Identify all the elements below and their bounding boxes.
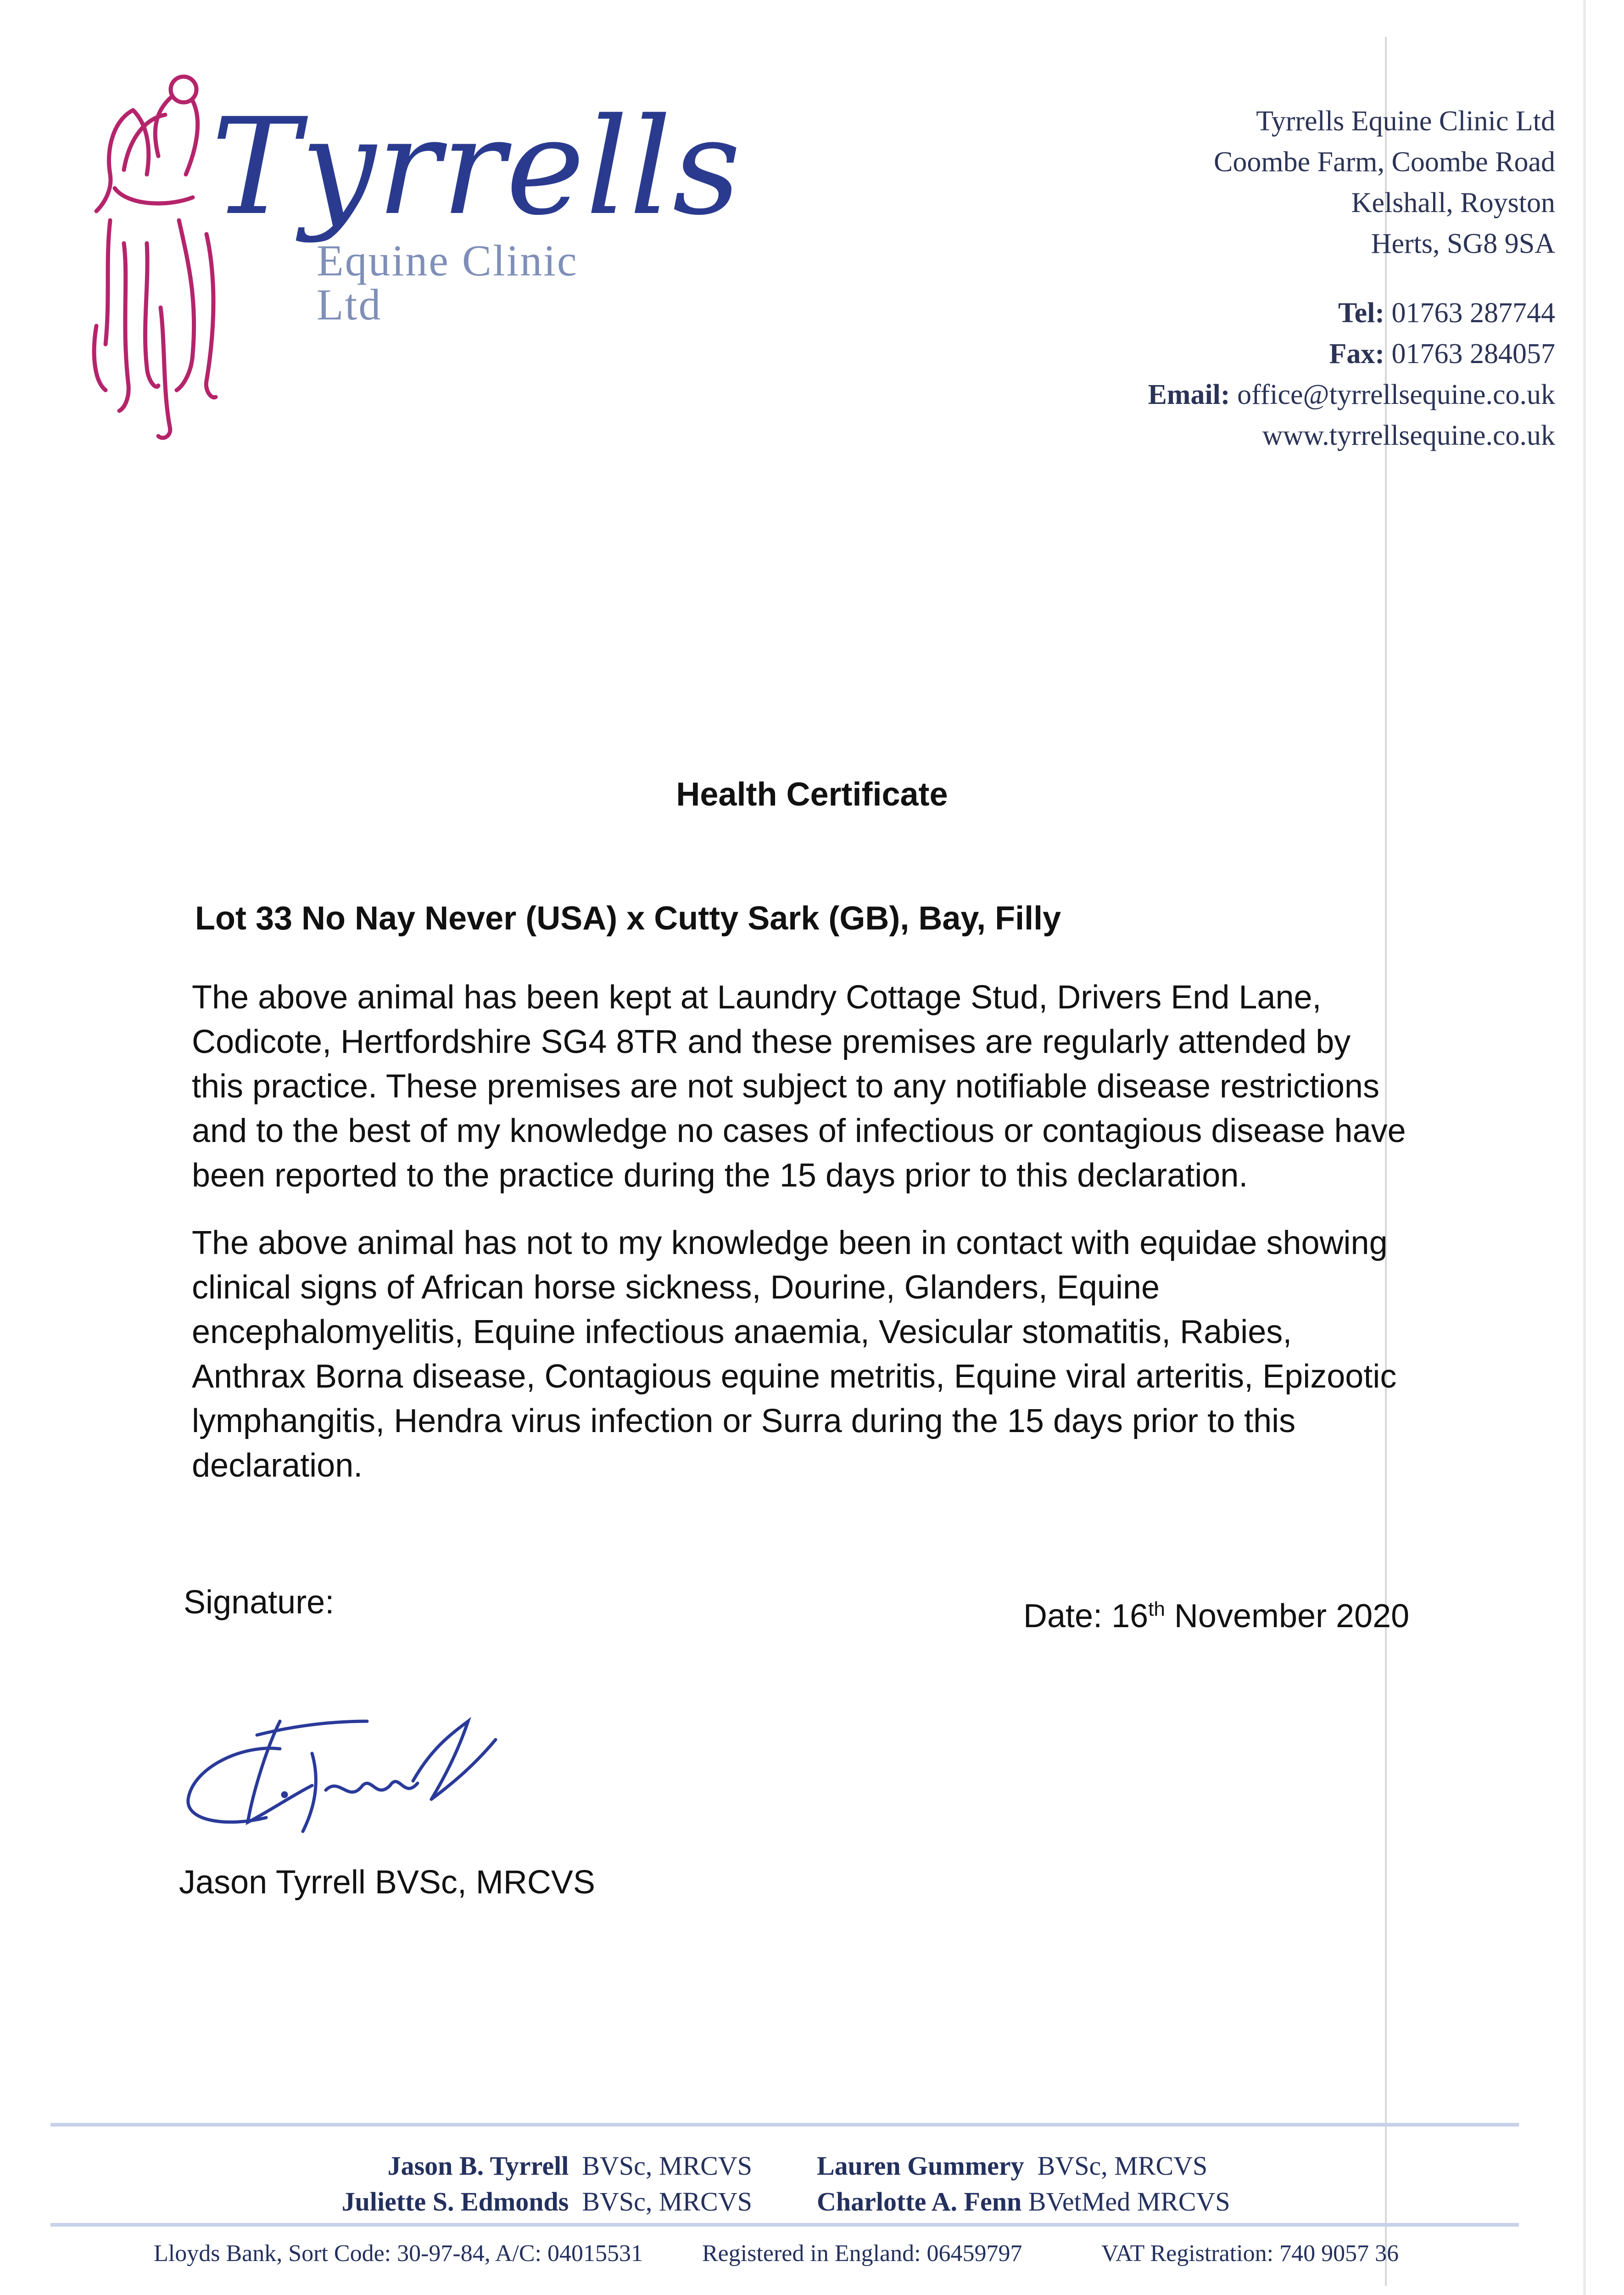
address-line1: Coombe Farm, Coombe Road — [1214, 146, 1555, 178]
partner-1: Jason B. Tyrrell BVSc, MRCVS — [387, 2151, 752, 2181]
company-registration: Registered in England: 06459797 — [702, 2240, 1022, 2267]
footer-rule-top — [50, 2123, 1519, 2127]
date-line: Date: 16th November 2020 — [1023, 1598, 1410, 1634]
address-block — [1005, 101, 1555, 456]
paragraph-premises: The above animal has been kept at Laundry Cottage Stud, Drivers End Lane, Codicote, Hertfordshire SG4 8TR and these premises are regularly attended by this practice. These premises are not subject to any notifiable disease restrictions and to the best of my knowledge no cases of infectious or contagious disease have been reported to the practice during the 15 days prior to this declaration. — [192, 979, 1406, 1194]
clinic-logo — [78, 69, 742, 445]
partner-2: Juliette S. Edmonds BVSc, MRCVS — [341, 2187, 752, 2217]
partner-3: Lauren Gummery BVSc, MRCVS — [817, 2151, 1208, 2181]
vat-registration: VAT Registration: 740 9057 36 — [1101, 2240, 1399, 2267]
partners-left — [156, 2148, 752, 2220]
address-company: Tyrrells Equine Clinic Ltd — [1256, 106, 1555, 137]
handwritten-signature — [174, 1694, 551, 1845]
website-link[interactable]: www.tyrrellsequine.co.uk — [1262, 420, 1555, 451]
brand-name: Tyrrells — [211, 90, 742, 245]
partners-right — [817, 2148, 1413, 2220]
signer-name: Jason Tyrrell BVSc, MRCVS — [179, 1864, 595, 1901]
address-line3: Herts, SG8 9SA — [1371, 228, 1555, 259]
partner-4: Charlotte A. Fenn BVetMed MRCVS — [817, 2187, 1230, 2217]
address-line2: Kelshall, Royston — [1351, 187, 1555, 218]
lot-heading: Lot 33 No Nay Never (USA) x Cutty Sark (GB), Bay, Filly — [195, 900, 1061, 937]
scan-edge — [1583, 0, 1586, 2295]
brand-subtitle: Equine Clinic Ltd — [317, 236, 578, 329]
paragraph-diseases: The above animal has not to my knowledge been in contact with equidae showing clinical signs of African horse sickness, Dourine, Glanders, Equine encephalomyelitis, Equine infectious anaemia, Vesicular stomatitis, Rabies, Anthrax Borna disease, Contagious equine metritis, Equine viral arteritis, Epizootic lymphangitis, Hendra virus infection or Surra during the 15 days prior to this declaration. — [192, 1225, 1397, 1484]
bank-details: Lloyds Bank, Sort Code: 30-97-84, A/C: 04015531 — [154, 2240, 643, 2267]
signature-label: Signature: — [184, 1584, 335, 1621]
email-line[interactable]: Email: office@tyrrellsequine.co.uk — [1148, 379, 1555, 410]
telephone-line: Tel: 01763 287744 — [1338, 297, 1555, 329]
footer-rule-bottom — [50, 2223, 1519, 2227]
document-title: Health Certificate — [676, 776, 948, 813]
fax-line: Fax: 01763 284057 — [1329, 338, 1555, 369]
